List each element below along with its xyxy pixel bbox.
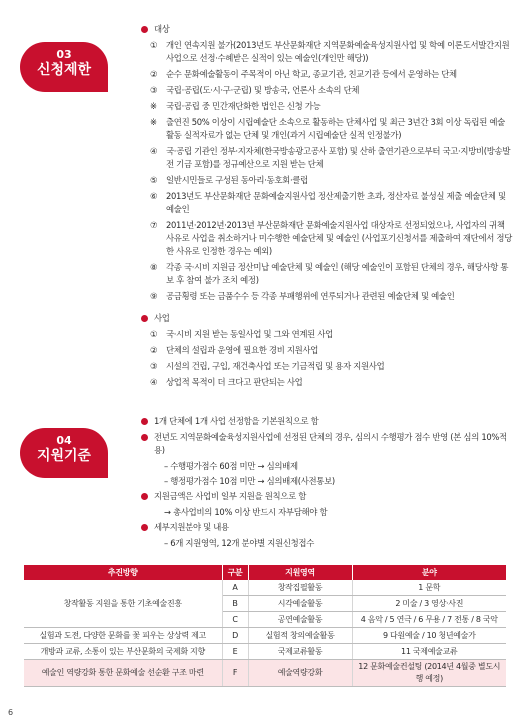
list-item-text: 순수 문화예술활동이 주목적이 아닌 학교, 종교기관, 친교기관 등에서 운영하는 단체 [166,69,457,79]
list-item [140,261,512,287]
field-cell: 9 다원예술 / 10 청년예술가 [352,628,506,644]
list-item-text: 국립·공립(도·시·구·군립) 및 방송국, 언론사 소속의 단체 [166,85,360,95]
field-cell: 4 음악 / 5 연극 / 6 무용 / 7 전통 / 8 국악 [352,612,506,628]
section-03-content [140,23,512,392]
list-item-text: 2013년도 부산문화재단 문화예술지원사업 정산제출기한 초과, 정산자료 불성실 제출 예술단체 및 예술인 [166,191,506,214]
code-cell: B [222,596,248,612]
direction-cell: 창작활동 지원을 통한 기초예술진흥 [24,580,222,628]
section-number: 04 [56,434,72,447]
list-item-text: 개인 연속지원 불가(2013년도 부산문화재단 지역문화예술육성지원사업 및 학예 이론도서발간지원사업으로 선정·수혜받은 실적이 있는 예술인(개인만 해당)) [166,40,510,63]
criteria-subitem: → 총사업비의 10% 이상 반드시 자부담해야 함 [164,507,328,517]
header-field: 분야 [352,565,506,580]
list-marker: ⑦ [150,220,158,230]
header-area: 지원영역 [248,565,352,580]
list-item-text: 2011년·2012년·2013년 부산문화재단 문화예술지원사업 대상자로 선정되었으나, 사업자의 귀책 사유로 사업을 취소하거나 미수행한 예술단체 및 예술인 (사업포기신청서를 제출하여 재단에서 정당한 사유로 인정한 경우는 예외) [166,220,512,256]
list-item-text: 출연진 50% 이상이 시립예술단 소속으로 활동하는 단체사업 및 최근 3년간 3회 이상 독립된 예술 활동 실적자료가 없는 단체 및 개인(과거 시립예술단 실적 인정불가) [166,117,505,140]
list-item [140,219,512,258]
list-item [140,344,512,357]
direction-cell: 예술인 역량강화 통한 문화예술 선순환 구조 마련 [24,660,222,687]
criteria-bullet: 전년도 지역문화예술육성지원사업에 선정된 단체의 경우, 심의시 수행평가 점수 반영 (본 심의 10%적용) [140,431,512,457]
target-heading: 대상 [140,23,512,36]
list-marker: ⑤ [150,175,158,185]
area-cell: 국제교류활동 [248,644,352,660]
list-item [140,174,512,187]
project-list [140,328,512,389]
list-item [140,290,512,303]
criteria-subitem: – 행정평가점수 10점 미만 → 심의배제(사전통보) [164,476,335,486]
project-heading: 사업 [140,312,512,325]
list-marker: ① [150,329,158,339]
code-cell: F [222,660,248,687]
list-item [140,328,512,341]
criteria-bullet: 세부지원분야 및 내용 [140,521,512,534]
list-item-text: 일반시민들로 구성된 동아리·동호회·클럽 [166,175,308,185]
list-marker: ※ [150,101,157,111]
support-area-table [24,565,506,687]
list-item [140,116,512,142]
section-title: 지원기준 [36,448,92,464]
list-item-text: 국립·공립 중 민간재단화한 법인은 신청 가능 [166,101,321,111]
list-item [140,376,512,389]
table-row [24,580,506,596]
list-marker: ④ [150,377,158,387]
section-number: 03 [56,48,72,61]
area-cell: 공연예술활동 [248,612,352,628]
list-marker: ⑧ [150,262,158,272]
criteria-subitem: – 6개 지원영역, 12개 분야별 지원신청접수 [164,538,314,548]
list-marker: ⑥ [150,191,158,201]
section-04-content [140,415,512,552]
code-cell: E [222,644,248,660]
section-title: 신청제한 [36,62,92,78]
header-code: 구분 [222,565,248,580]
area-cell: 실험적 창의예술활동 [248,628,352,644]
list-item-text: 국·시비 지원 받는 동일사업 및 그와 연계된 사업 [166,329,333,339]
target-list [140,39,512,303]
field-cell: 2 미술 / 3 영상·사진 [352,596,506,612]
area-cell: 시각예술활동 [248,596,352,612]
list-item-text: 단체의 설립과 운영에 필요한 경비 지원사업 [166,345,319,355]
list-item-text: 국·공립 기관인 정부·지자체(한국방송광고공사 포함) 및 산하 출연기관으로부터 국고·지방비(방송발전 기금 포함)를 정규예산으로 지원 받는 단체 [166,146,511,169]
list-marker: ③ [150,85,158,95]
table-row-highlighted [24,660,506,687]
field-cell: 1 문학 [352,580,506,596]
list-item-text: 상업적 목적이 더 크다고 판단되는 사업 [166,377,303,387]
list-marker: ④ [150,146,158,156]
list-item [140,145,512,171]
list-item [140,100,512,113]
list-item [140,360,512,373]
list-item-text: 각종 국·시비 지원금 정산미납 예술단체 및 예술인 (해당 예술인이 포함된 단체의 경우, 해당사항 통보 후 참여 불가 조치 예정) [166,262,509,285]
field-cell: 11 국제예술교류 [352,644,506,660]
list-item [140,190,512,216]
code-cell: D [222,628,248,644]
list-item [140,39,512,65]
code-cell: C [222,612,248,628]
area-cell: 예술역량강화 [248,660,352,687]
field-cell: 12 문화예술컨설팅 (2014년 4월중 별도시행 예정) [352,660,506,687]
list-item-text: 시설의 건립, 구입, 재건축사업 또는 기금적립 및 용자 지원사업 [166,361,385,371]
page-number: 6 [8,708,14,717]
section-03-badge [20,42,108,92]
code-cell: A [222,580,248,596]
criteria-bullet: 1개 단체에 1개 사업 선정함을 기본원칙으로 함 [140,415,512,428]
list-marker: ③ [150,361,158,371]
header-direction: 추진방향 [24,565,222,580]
section-04-badge [20,428,108,478]
area-cell: 창작집필활동 [248,580,352,596]
list-marker: ② [150,69,158,79]
list-marker: ① [150,40,158,50]
criteria-subitem: – 수행평가점수 60점 미만 → 심의배제 [164,461,298,471]
list-item [140,68,512,81]
list-item [140,84,512,97]
list-marker: ⑨ [150,291,158,301]
table-header-row [24,565,506,580]
list-item-text: 공금횡령 또는 금품수수 등 각종 부패행위에 연루되거나 관련된 예술단체 및 예술인 [166,291,455,301]
direction-cell: 개방과 교류, 소통이 있는 부산문화의 국제화 지향 [24,644,222,660]
direction-cell: 실험과 도전, 다양한 문화를 꽃 피우는 상상력 제고 [24,628,222,644]
criteria-bullet: 지원금액은 사업비 일부 지원을 원칙으로 함 [140,490,512,503]
list-marker: ※ [150,117,157,127]
table-row [24,628,506,644]
table-row [24,644,506,660]
list-marker: ② [150,345,158,355]
